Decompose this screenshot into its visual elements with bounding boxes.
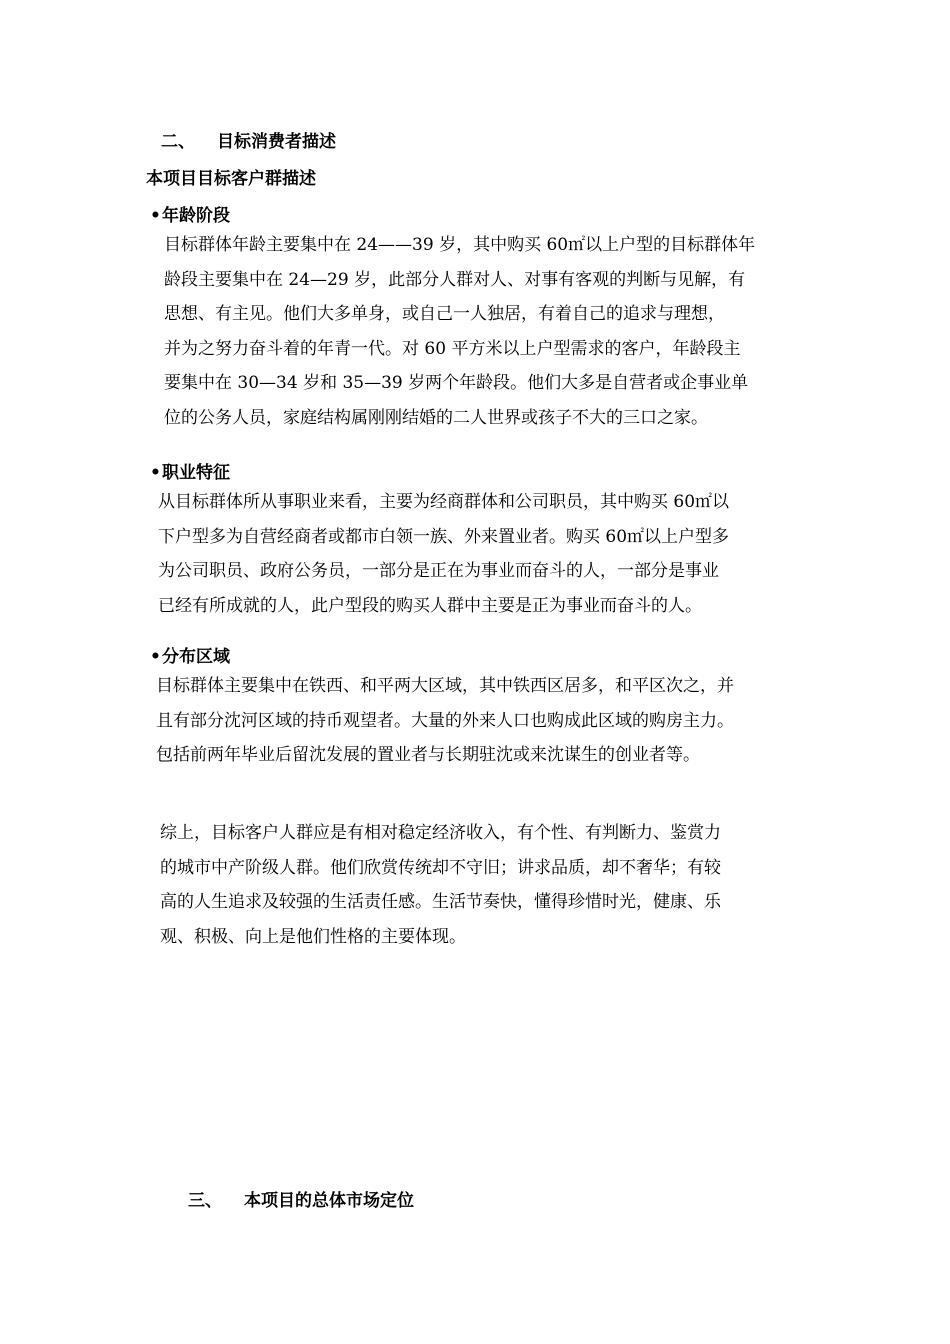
bullet-dot: • [150,463,161,483]
text-line: 位的公务人员，家庭结构属刚刚结婚的二人世界或孩子不大的三口之家。 [164,407,708,428]
text-line: 从目标群体所从事职业来看，主要为经商群体和公司职员，其中购买 60㎡以 [158,492,730,512]
text-line: 为公司职员、政府公务员，一部分是正在为事业而奋斗的人，一部分是事业 [158,561,719,581]
text-line: 已经有所成就的人，此户型段的购买人群中主要是正为事业而奋斗的人。 [158,595,702,616]
bullet-title: 年龄阶段 [162,206,230,226]
text-line: 并为之努力奋斗着的年青一代。对 60 平方米以上户型需求的客户，年龄段主 [164,338,741,359]
paragraph-occupation [158,485,729,623]
bullet-heading-distribution [150,642,230,667]
bullet-title: 职业特征 [162,463,230,483]
text-line: 包括前两年毕业后留沈发展的置业者与长期驻沈或来沈谋生的创业者等。 [156,745,700,765]
paragraph-distribution [156,669,734,773]
summary-paragraph [160,816,721,954]
section-3-title: 本项目的总体市场定位 [244,1191,414,1211]
bullet-title: 分布区域 [162,647,230,667]
text-line: 下户型多为自营经商者或都市白领一族、外来置业者。购买 60㎡以上户型多 [158,526,730,547]
section-2-heading [161,127,336,152]
subsection-title: 本项目目标客户群描述 [146,169,316,189]
paragraph-age [164,228,755,435]
text-line: 观、积极、向上是他们性格的主要体现。 [160,926,466,947]
section-3-heading [188,1186,414,1211]
bullet-heading-age [150,201,230,226]
section-3-number: 三、 [188,1191,222,1211]
bullet-heading-occupation [150,458,230,483]
bullet-dot: • [150,206,161,226]
text-line: 综上，目标客户人群应是有相对稳定经济收入，有个性、有判断力、鉴赏力 [160,823,721,843]
section-2-number: 二、 [161,132,195,152]
text-line: 思想、有主见。他们大多单身，或自己一人独居，有着自己的追求与理想， [164,304,725,324]
text-line: 的城市中产阶级人群。他们欣赏传统却不守旧；讲求品质，却不奢华；有较 [160,857,721,878]
text-line: 且有部分沈河区域的持币观望者。大量的外来人口也购成此区域的购房主力。 [156,710,734,731]
text-line: 高的人生追求及较强的生活责任感。生活节奏快，懂得珍惜时光，健康、乐 [160,892,721,912]
text-line: 目标群体年龄主要集中在 24——39 岁，其中购买 60㎡以上户型的目标群体年 [164,235,756,255]
bullet-dot: • [150,647,161,667]
text-line: 要集中在 30—34 岁和 35—39 岁两个年龄段。他们大多是自营者或企事业单 [164,373,749,393]
text-line: 龄段主要集中在 24—29 岁，此部分人群对人、对事有客观的判断与见解，有 [164,269,746,290]
text-line: 目标群体主要集中在铁西、和平两大区域，其中铁西区居多，和平区次之，并 [156,676,734,696]
section-2-title: 目标消费者描述 [217,132,336,152]
